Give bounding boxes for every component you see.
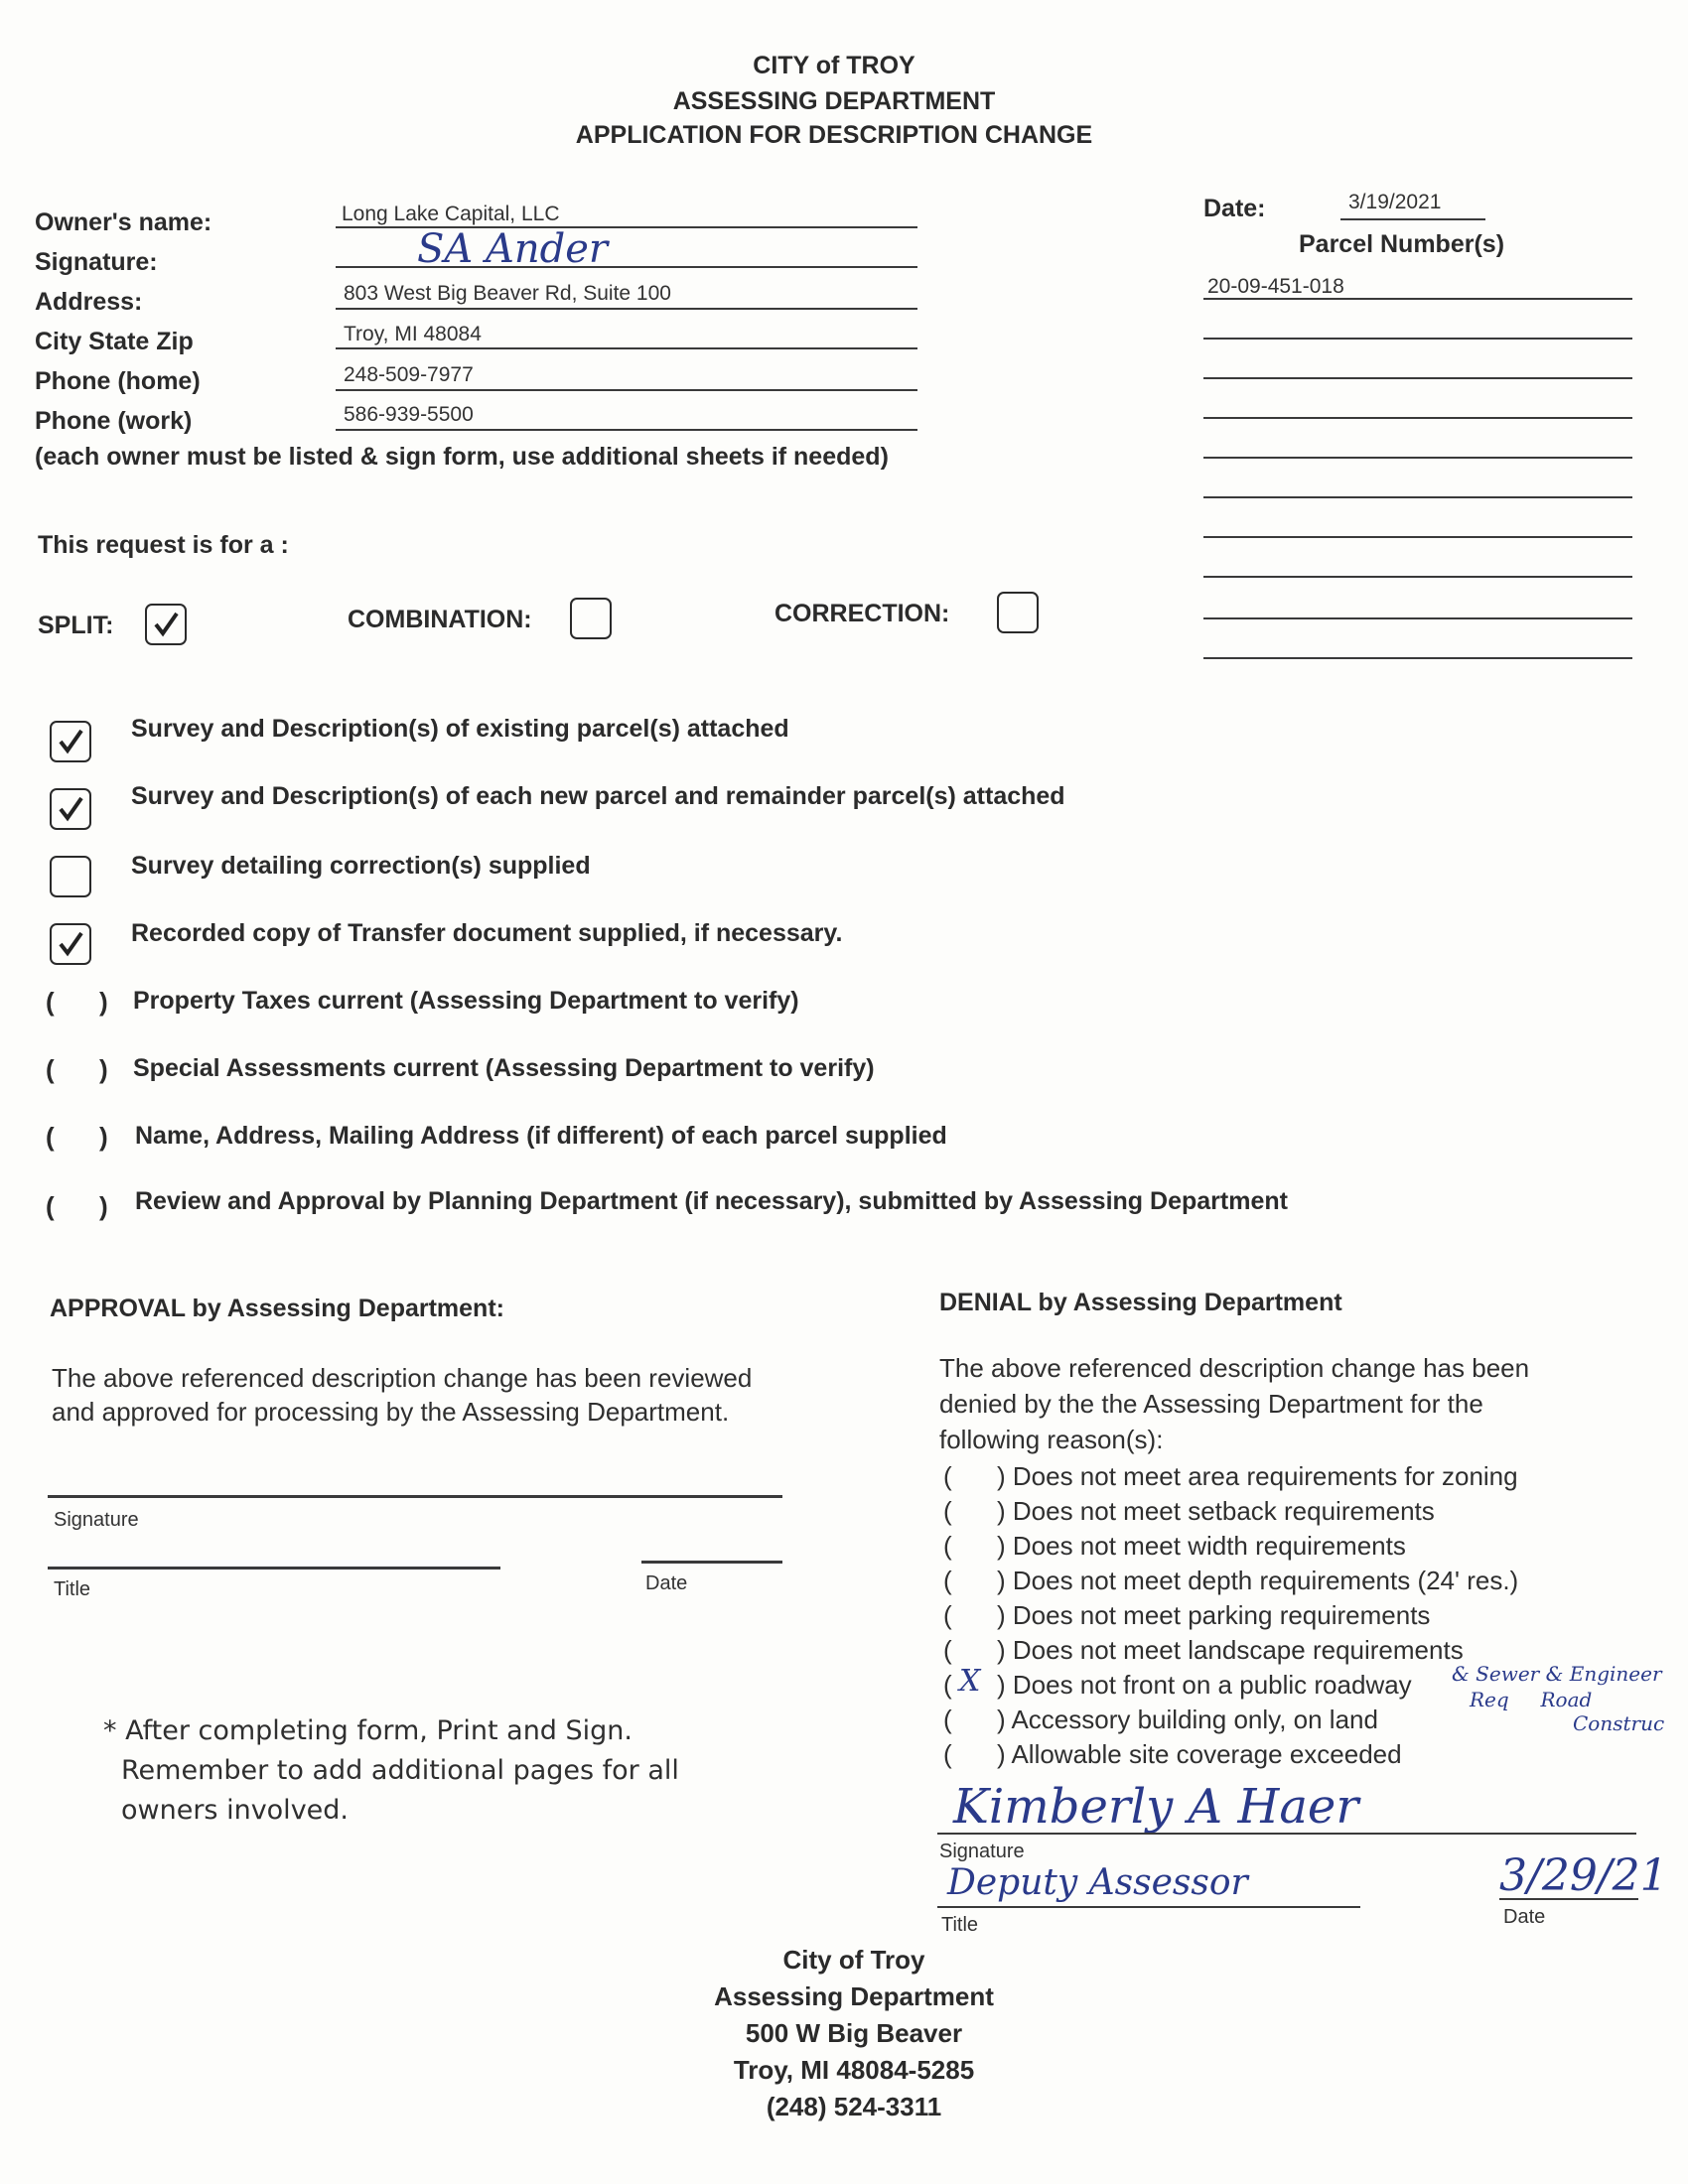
parcel-line-9 (1203, 617, 1632, 619)
denial-reason-8: ) Accessory building only, on land (997, 1705, 1378, 1734)
parcel-value: 20-09-451-018 (1207, 275, 1344, 298)
phone-home-line (336, 389, 917, 391)
denial-reason-3: ) Does not meet width requirements (997, 1531, 1406, 1561)
checkmark-icon (55, 928, 86, 960)
approval-title-line (48, 1567, 500, 1570)
correction-checkbox[interactable] (997, 592, 1039, 633)
denial-text-1: The above referenced description change has been (939, 1353, 1530, 1383)
paren-close: ) (99, 1191, 108, 1221)
parcel-line-2 (1203, 338, 1632, 340)
phone-work-value: 586-939-5500 (344, 403, 474, 426)
paren-item-3: Name, Address, Mailing Address (if different) of each parcel supplied (135, 1122, 947, 1150)
footer-street: 500 W Big Beaver (745, 2018, 963, 2048)
denial-reason-1: ) Does not meet area requirements for zoning (997, 1461, 1518, 1491)
parcel-line-8 (1203, 576, 1632, 578)
approval-title-label: Title (54, 1578, 91, 1600)
reason-open-paren: ( (943, 1496, 952, 1526)
reason-open-paren: ( (943, 1739, 952, 1769)
checklist-item-2: Survey and Description(s) of each new parcel and remainder parcel(s) attached (131, 782, 1065, 810)
header-title: APPLICATION FOR DESCRIPTION CHANGE (575, 121, 1093, 149)
checklist-checkbox-2[interactable] (50, 788, 91, 830)
owner-name-label: Owner's name: (35, 208, 212, 236)
checklist-checkbox-3[interactable] (50, 856, 91, 897)
parcel-line-5 (1203, 457, 1632, 459)
paren-open: ( (46, 1191, 55, 1221)
instruction-note-2: Remember to add additional pages for all (121, 1755, 679, 1786)
paren-item-1: Property Taxes current (Assessing Department to verify) (133, 987, 799, 1015)
denial-reason-7: ) Does not front on a public roadway (997, 1670, 1412, 1700)
denial-reason-6: ) Does not meet landscape requirements (997, 1635, 1464, 1665)
footer-phone: (248) 524-3311 (766, 2092, 942, 2121)
instruction-note-3: owners involved. (121, 1795, 349, 1826)
reason-open-paren: ( (943, 1670, 952, 1700)
address-label: Address: (35, 288, 143, 316)
approval-text-1: The above referenced description change has been reviewed (52, 1363, 753, 1393)
checklist-checkbox-4[interactable] (50, 923, 91, 965)
checklist-checkbox-1[interactable] (50, 721, 91, 762)
denial-text-3: following reason(s): (939, 1425, 1164, 1454)
city-value: Troy, MI 48084 (344, 323, 482, 345)
approval-text-2: and approved for processing by the Assessing Department. (52, 1397, 730, 1427)
handwritten-note-2: Req Road (1470, 1688, 1593, 1711)
paren-open: ( (46, 1122, 55, 1152)
signature-label: Signature: (35, 248, 158, 276)
denial-date-line (1499, 1898, 1638, 1900)
reason-open-paren: ( (943, 1566, 952, 1595)
denial-text-2: denied by the the Assessing Department for the (939, 1389, 1483, 1419)
paren-close: ) (99, 1054, 108, 1084)
paren-close: ) (99, 1122, 108, 1152)
approval-signature-line (48, 1495, 782, 1498)
correction-label: CORRECTION: (774, 600, 950, 627)
reason-open-paren: ( (943, 1705, 952, 1734)
footer-department: Assessing Department (714, 1981, 994, 2011)
denial-heading: DENIAL by Assessing Department (939, 1289, 1342, 1316)
footer-city: City of Troy (782, 1945, 925, 1975)
denial-reason-5: ) Does not meet parking requirements (997, 1600, 1431, 1630)
phone-work-line (336, 429, 917, 431)
split-checkbox[interactable] (145, 604, 187, 645)
parcel-line-10 (1203, 657, 1632, 659)
address-line (336, 308, 917, 310)
paren-open: ( (46, 987, 55, 1017)
city-label: City State Zip (35, 328, 194, 355)
owner-note: (each owner must be listed & sign form, use additional sheets if needed) (35, 443, 889, 471)
request-label: This request is for a : (38, 531, 289, 559)
handwritten-note-1: & Sewer & Engineer (1452, 1662, 1662, 1686)
footer-city-zip: Troy, MI 48084-5285 (733, 2055, 975, 2085)
phone-home-label: Phone (home) (35, 367, 201, 395)
owner-name-value: Long Lake Capital, LLC (342, 203, 560, 225)
approval-date-line (641, 1561, 782, 1564)
paren-item-4: Review and Approval by Planning Department (if necessary), submitted by Assessing Department (135, 1187, 1288, 1215)
date-line (1340, 218, 1485, 220)
date-value: 3/19/2021 (1348, 191, 1442, 213)
denial-title-value: Deputy Assessor (947, 1862, 1248, 1903)
denial-reason-2: ) Does not meet setback requirements (997, 1496, 1435, 1526)
approval-heading: APPROVAL by Assessing Department: (50, 1295, 504, 1322)
denial-reason-7-mark: X (959, 1664, 981, 1699)
city-line (336, 347, 917, 349)
denial-signature-label: Signature (939, 1841, 1025, 1862)
paren-close: ) (99, 987, 108, 1017)
header-line-2: ASSESSING DEPARTMENT (672, 87, 996, 115)
denial-signature-line (937, 1833, 1636, 1835)
denial-title-label: Title (941, 1914, 979, 1936)
denial-reason-4: ) Does not meet depth requirements (24' res.) (997, 1566, 1519, 1595)
checklist-item-3: Survey detailing correction(s) supplied (131, 852, 591, 880)
checkmark-icon (55, 793, 86, 825)
denial-date-label: Date (1503, 1906, 1546, 1928)
signature-line (336, 266, 917, 268)
paren-item-2: Special Assessments current (Assessing Department to verify) (133, 1054, 875, 1082)
approval-signature-label: Signature (54, 1509, 139, 1531)
instruction-note-1: * After completing form, Print and Sign. (103, 1715, 633, 1746)
denial-title-line (937, 1906, 1360, 1908)
handwritten-note-3: Construc (1573, 1711, 1665, 1735)
date-label: Date: (1203, 195, 1266, 222)
parcel-line-7 (1203, 536, 1632, 538)
parcel-line-1 (1203, 298, 1632, 300)
checklist-item-4: Recorded copy of Transfer document supplied, if necessary. (131, 919, 843, 947)
header-line-1: CITY of TROY (753, 52, 915, 79)
parcel-label: Parcel Number(s) (1299, 230, 1505, 258)
checklist-item-1: Survey and Description(s) of existing parcel(s) attached (131, 715, 789, 743)
split-label: SPLIT: (38, 612, 114, 639)
denial-date-value: 3/29/21 (1499, 1850, 1668, 1901)
checkmark-icon (150, 609, 182, 640)
checkmark-icon (55, 726, 86, 757)
parcel-line-3 (1203, 377, 1632, 379)
address-value: 803 West Big Beaver Rd, Suite 100 (344, 282, 671, 305)
parcel-line-4 (1203, 417, 1632, 419)
combination-label: COMBINATION: (348, 606, 532, 633)
phone-home-value: 248-509-7977 (344, 363, 474, 386)
denial-signature: Kimberly A Haer (953, 1779, 1359, 1835)
approval-date-label: Date (645, 1572, 688, 1594)
paren-open: ( (46, 1054, 55, 1084)
reason-open-paren: ( (943, 1635, 952, 1665)
reason-open-paren: ( (943, 1461, 952, 1491)
denial-reason-9: ) Allowable site coverage exceeded (997, 1739, 1402, 1769)
reason-open-paren: ( (943, 1600, 952, 1630)
owner-signature: SA Ander (417, 226, 609, 272)
parcel-line-6 (1203, 496, 1632, 498)
reason-open-paren: ( (943, 1531, 952, 1561)
combination-checkbox[interactable] (570, 598, 612, 639)
phone-work-label: Phone (work) (35, 407, 193, 435)
